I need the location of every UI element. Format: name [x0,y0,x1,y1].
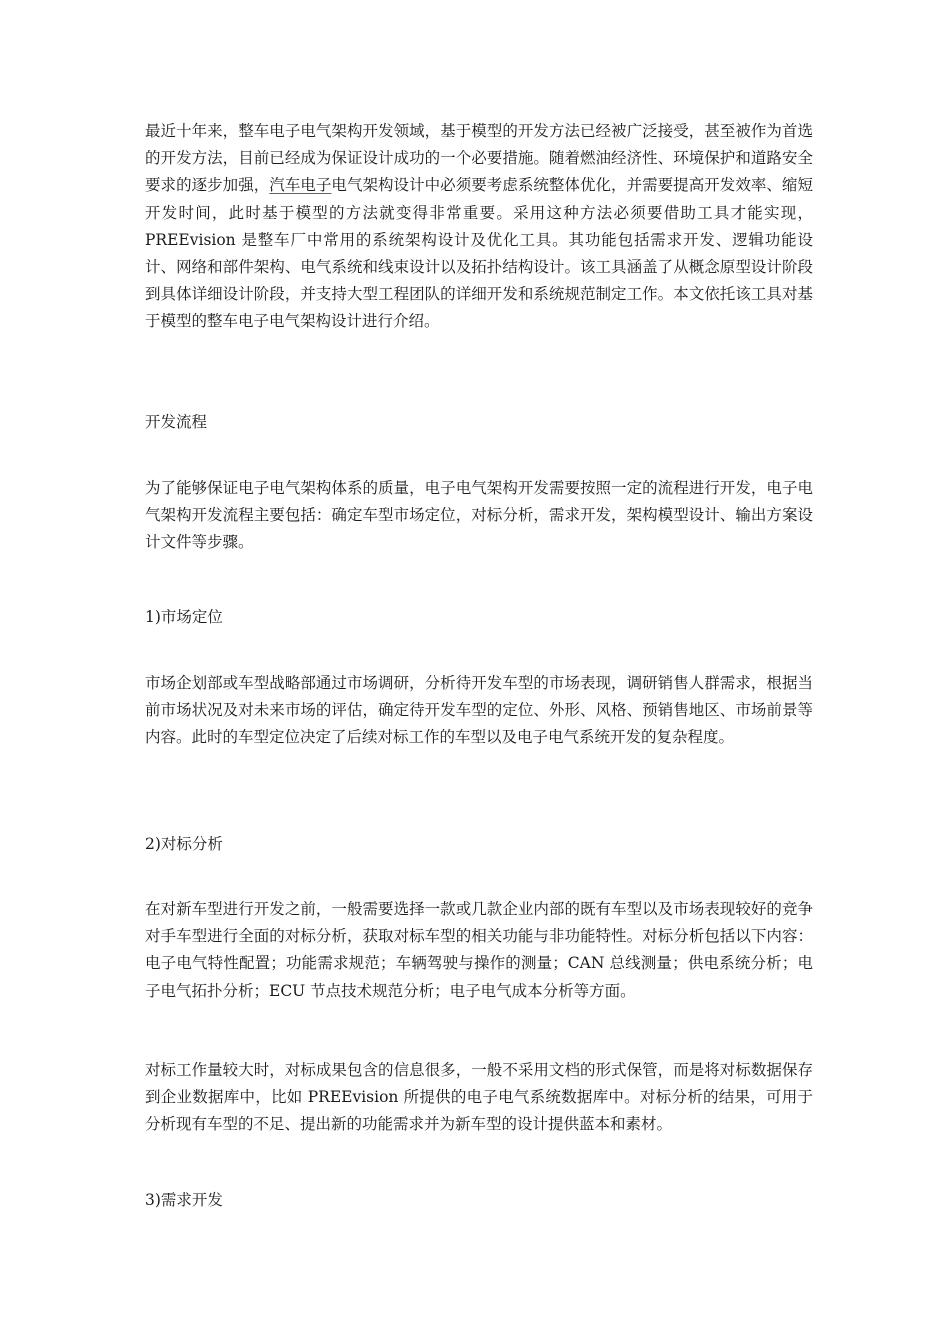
automotive-electronics-link[interactable]: 汽车电子 [269,176,332,195]
intro-text-end: 电气架构设计中必须要考虑系统整体优化，并需要提高开发效率、缩短开发时间，此时基于模型的方法就变得非常重要。采用这种方法必须要借助工具才能实现，PREEvision 是整车厂中常用的系统架构设计及优化工具。其功能包括需求开发、逻辑功能设计、网络和部件架构、电气系统和线束设计以及拓扑结构设计。该工具涵盖了从概念原型设计阶段到具体详细设计阶段，并支持大型工程团队的详细开发和系统规范制定工作。本文依托该工具对基于模型的整车电子电气架构设计进行介绍。 [145,176,813,331]
section-heading: 开发流程 [145,413,208,431]
intro-text-start: 最近十年来，整车电子电气架构开发领域，基于模型的开发方法已经被广泛接受，甚至被作为首选的开发方法，目前已经成为保证设计成功的一个必要措施。随着燃油经济性、环境保护和道路安全要求的逐步加强， [145,122,813,195]
step2-paragraph-1: 在对新车型进行开发之前，一般需要选择一款或几款企业内部的既有车型以及市场表现较好的竞争对手车型进行全面的对标分析，获取对标车型的相关功能与非功能特性。对标分析包括以下内容：电子电气特性配置；功能需求规范；车辆驾驶与操作的测量；CAN 总线测量；供电系统分析；电子电气拓扑分析；ECU 节点技术规范分析；电子电气成本分析等方面。 [145,900,813,1000]
intro-paragraph [145,118,813,336]
step2-heading: 2)对标分析 [145,835,223,853]
step1-paragraph: 市场企划部或车型战略部通过市场调研，分析待开发车型的市场表现，调研销售人群需求，根据当前市场状况及对未来市场的评估，确定待开发车型的定位、外形、风格、预销售地区、市场前景等内容。此时的车型定位决定了后续对标工作的车型以及电子电气系统开发的复杂程度。 [145,674,813,747]
process-paragraph: 为了能够保证电子电气架构体系的质量，电子电气架构开发需要按照一定的流程进行开发，电子电气架构开发流程主要包括：确定车型市场定位，对标分析，需求开发，架构模型设计、输出方案设计文件等步骤。 [145,479,813,552]
step1-heading: 1)市场定位 [145,608,223,626]
step2-paragraph-2: 对标工作量较大时，对标成果包含的信息很多，一般不采用文档的形式保管，而是将对标数据保存到企业数据库中，比如 PREEvision 所提供的电子电气系统数据库中。对标分析的结果，可用于分析现有车型的不足、提出新的功能需求并为新车型的设计提供蓝本和素材。 [145,1061,813,1134]
step3-heading: 3)需求开发 [145,1191,223,1209]
